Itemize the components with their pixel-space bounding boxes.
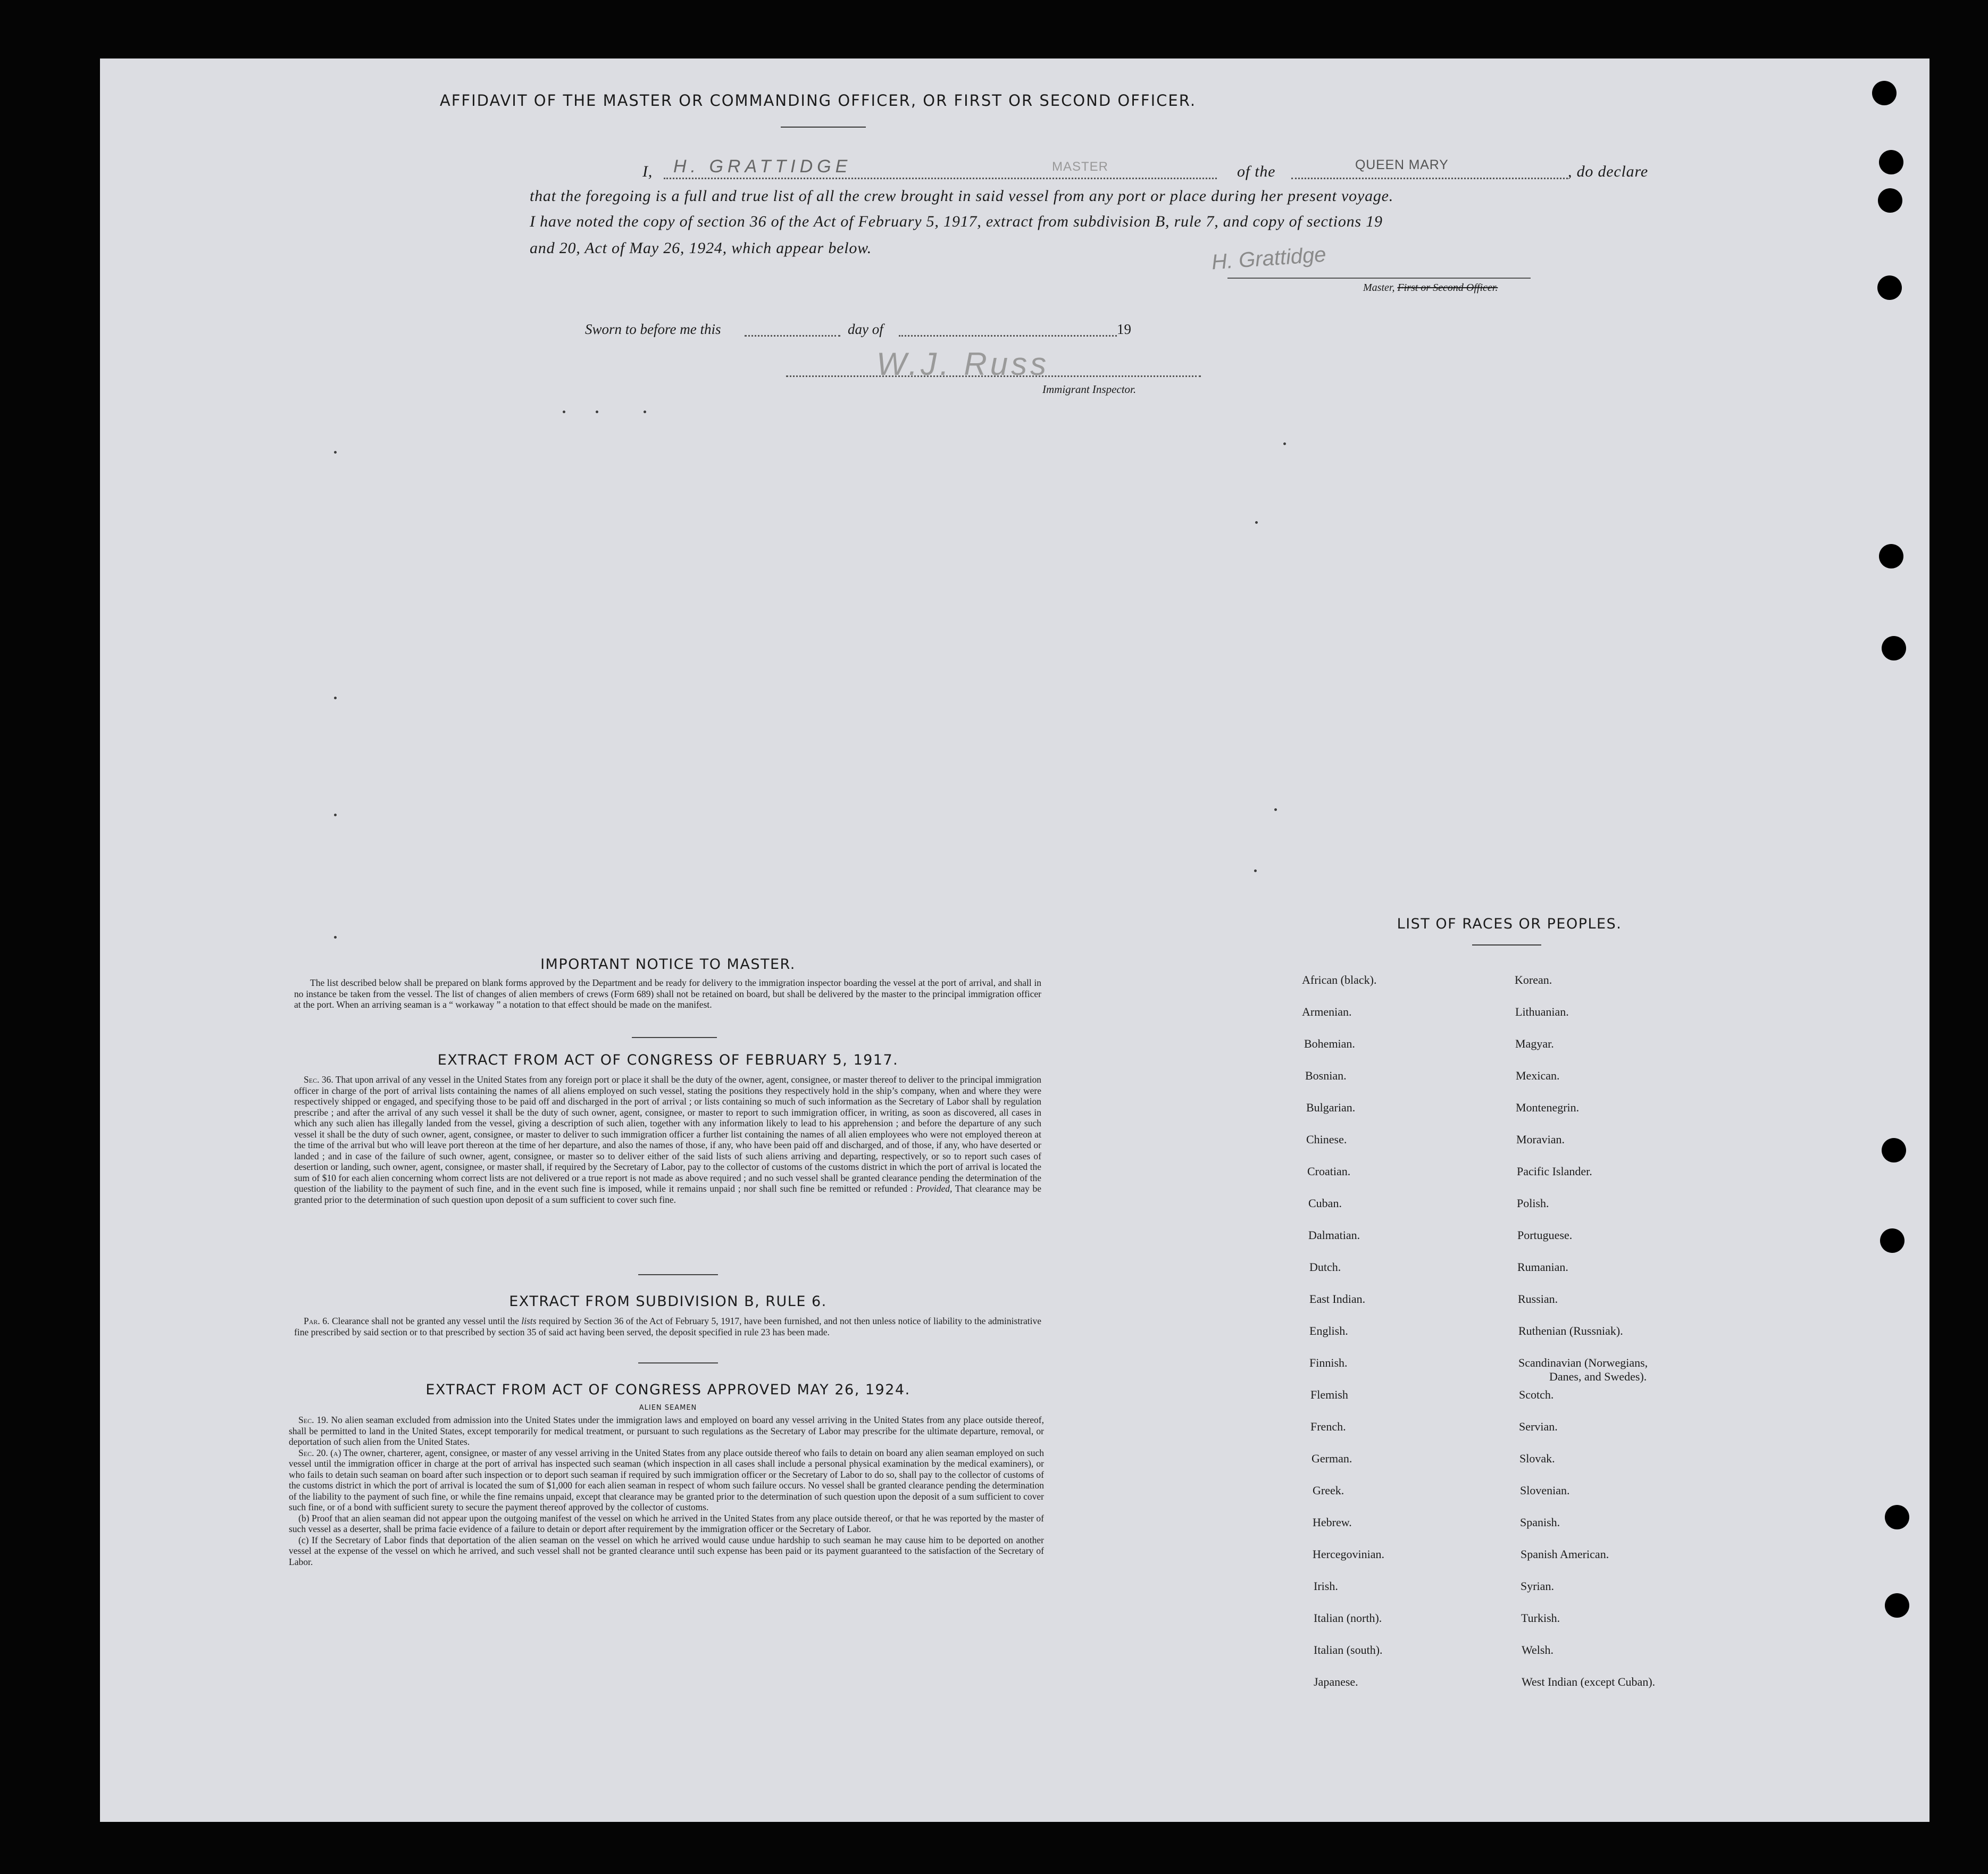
sec19-paragraph <box>289 1415 1044 1448</box>
par6-paragraph <box>294 1316 1041 1337</box>
sec20b-paragraph: (b) Proof that an alien seaman did not appear upon the outgoing manifest of the vessel on which he arrived in the United States from any place outside thereof, or that he was reported by the master of such vessel as a deserter, shall be prima facie evidence of a failure to detain or deport after requirement by the immigration officer or the Secretary of Labor. <box>289 1512 1044 1534</box>
affidavit-of-the: of the <box>1237 163 1276 180</box>
heading-underline <box>781 127 866 128</box>
races-heading-underline <box>1472 944 1541 946</box>
race-item: Servian. <box>1519 1420 1558 1433</box>
race-item: Syrian. <box>1521 1579 1554 1593</box>
master-name-handwritten: H. GRATTIDGE <box>673 156 852 177</box>
race-item: Moravian. <box>1516 1133 1565 1146</box>
punch-hole <box>1880 1228 1905 1253</box>
sec20a-paragraph <box>289 1448 1044 1513</box>
sec36-text-end: That clearance may be granted prior to the determination of such question upon deposit of a sum sufficient to cover such fine. <box>294 1183 1042 1205</box>
notice-heading: IMPORTANT NOTICE TO MASTER. <box>540 956 796 973</box>
race-item: Slovenian. <box>1520 1484 1570 1497</box>
race-item: Bosnian. <box>1305 1069 1347 1082</box>
race-item: French. <box>1310 1420 1346 1433</box>
alien-seamen-subheading: ALIEN SEAMEN <box>639 1404 697 1412</box>
race-item: Dutch. <box>1309 1260 1341 1274</box>
race-item: Croatian. <box>1307 1165 1351 1178</box>
punch-hole <box>1879 544 1903 568</box>
scan-speck <box>596 411 598 413</box>
sec19-label: Sec. 19. <box>298 1415 329 1425</box>
inspector-caption: Immigrant Inspector. <box>1042 383 1137 396</box>
scan-speck <box>334 697 337 699</box>
race-item: East Indian. <box>1309 1292 1366 1306</box>
race-item: Bohemian. <box>1304 1037 1355 1050</box>
race-item: Scandinavian (Norwegians, <box>1518 1356 1648 1369</box>
race-item: Portuguese. <box>1517 1228 1573 1242</box>
affidavit-do-declare: , do declare <box>1568 163 1648 180</box>
day-of: day of <box>848 321 883 337</box>
race-item: West Indian (except Cuban). <box>1522 1675 1656 1688</box>
vessel-fill-line <box>1291 178 1568 179</box>
affidavit-line-2: that the foregoing is a full and true list of all the crew brought in said vessel from any port or place during her present voyage. <box>530 187 1394 205</box>
race-item: Pacific Islander. <box>1517 1165 1592 1178</box>
scan-speck <box>644 411 646 413</box>
race-item: Danes, and Swedes). <box>1549 1370 1647 1383</box>
affidavit-heading: AFFIDAVIT OF THE MASTER OR COMMANDING OFFICER, OR FIRST OR SECOND OFFICER. <box>439 91 1197 110</box>
race-item: Japanese. <box>1314 1675 1358 1688</box>
master-signature: H. Grattidge <box>1210 242 1327 274</box>
par6-label: Par. 6. <box>304 1316 330 1326</box>
race-item: Spanish American. <box>1521 1547 1609 1561</box>
race-item: Slovak. <box>1519 1452 1555 1465</box>
race-item: English. <box>1309 1324 1348 1337</box>
punch-hole <box>1885 1505 1909 1529</box>
vessel-name: QUEEN MARY <box>1355 157 1449 172</box>
extract-1917-heading: EXTRACT FROM ACT OF CONGRESS OF FEBRUARY 5, 1917. <box>437 1052 899 1068</box>
extract-1924-heading: EXTRACT FROM ACT OF CONGRESS APPROVED MAY 26, 1924. <box>425 1382 911 1398</box>
scan-speck <box>334 451 337 454</box>
inspector-signature-line <box>786 375 1201 377</box>
race-item: Russian. <box>1518 1292 1558 1306</box>
name-fill-line <box>664 178 1217 179</box>
par6-text-b: required by Section 36 of the Act of February 5, 1917, have been furnished, and not then unless notice of liability to the administrative fine prescribed by said section or to that prescribed by section 35 of said act having been served, the deposit specified in rule 23 has been made. <box>294 1316 1042 1337</box>
race-item: Hercegovinian. <box>1313 1547 1384 1561</box>
punch-hole <box>1877 275 1902 300</box>
race-item: Finnish. <box>1309 1356 1348 1369</box>
notice-paragraph: The list described below shall be prepared on blank forms approved by the Department and be ready for delivery to the immigration inspector boarding the vessel at the port of arrival, and shall in no instance be taken from the vessel. The list of changes of alien members of crews (Form 689) shall not be retained on board, but shall be delivered by the master to the principal immigration officer at the port. When an arriving seaman is a “ workaway ” a notation to that effect should be made on the manifest. <box>294 977 1041 1010</box>
sec19-text: No alien seaman excluded from admission into the United States under the immigration laws and employed on board any vessel arriving in the United States from any place outside thereof, shall be permitted to land in the United States, except temporarily for medical treatment, or pursuant to such regulations as the Secretary of Labor may prescribe for the ultimate departure, removal, or deportation of such alien from the United States. <box>289 1415 1044 1447</box>
section-separator <box>632 1037 717 1038</box>
race-item: Mexican. <box>1516 1069 1560 1082</box>
race-item: Italian (north). <box>1314 1611 1382 1625</box>
section-separator <box>638 1274 718 1275</box>
extract-1924-body <box>289 1415 1044 1567</box>
notice-body <box>294 977 1041 1010</box>
race-item: Bulgarian. <box>1306 1101 1356 1114</box>
sec20-label: Sec. 20. (a) <box>298 1447 341 1458</box>
sec36-paragraph <box>294 1074 1041 1205</box>
races-heading: LIST OF RACES OR PEOPLES. <box>1397 916 1622 932</box>
master-caption-prefix: Master, <box>1363 282 1395 294</box>
sec36-text: That upon arrival of any vessel in the United States from any foreign port or place it shall be the duty of the owner, agent, consignee, or master thereof to deliver to the principal immigration officer in charge of the port of arrival lists containing the names of all aliens employed on such vessel, stating the positions they respectively hold in the ship’s company, when and where they were respectively shipped or engaged, and specifying those to be paid off and discharged in the port of arrival ; or lists containing so much of such information as the Secretary of Labor shall by regulation prescribe ; and after the arrival of any such vessel it shall be the duty of such owner, agent, consignee, or master to report to such immigration officer, in writing, as soon as discovered, all cases in which any such alien has illegally landed from the vessel, giving a description of such alien, together with any information likely to lead to his apprehension ; and before the departure of any such vessel it shall be the duty of such owner, agent, consignee, or master to deliver to such immigration officer a further list containing the names of all alien employees who were not employed thereon at the time of the arrival but who will leave port thereon at the time of her departure, and also the names of those, if any, who have been paid off and discharged, and of those, if any, who have deserted or landed ; and in case of the failure of such owner, agent, consignee, or master so to deliver either of the said lists of such aliens arriving and departing, respectively, or so to report such cases of desertion or landing, such owner, agent, consignee, or master shall, if required by the Secretary of Labor, pay to the collector of customs of the customs district in which the port of arrival is located the sum of $10 for each alien concerning whom correct lists are not delivered or a true report is not made as above required ; and no such vessel shall be granted clearance pending the determination of the question of the liability to the payment of such fine, and in the event such fine is imposed, while it remains unpaid ; nor shall such fine be remitted or refunded : <box>294 1074 1041 1194</box>
race-item: Korean. <box>1515 973 1552 986</box>
punch-hole <box>1872 81 1897 105</box>
master-signature-line <box>1227 278 1531 279</box>
race-item: Spanish. <box>1520 1516 1560 1529</box>
proviso: Provided, <box>916 1183 953 1194</box>
race-item: Polish. <box>1517 1197 1549 1210</box>
punch-hole <box>1878 188 1902 213</box>
month-fill-line <box>899 335 1117 337</box>
extract-1917-body <box>294 1074 1041 1205</box>
master-caption <box>1363 282 1498 294</box>
affidavit-i: I, <box>642 163 653 180</box>
punch-hole <box>1879 150 1903 174</box>
race-item: African (black). <box>1302 973 1377 986</box>
master-rank: MASTER <box>1052 160 1109 174</box>
race-item: Italian (south). <box>1314 1643 1383 1657</box>
race-item: Hebrew. <box>1313 1516 1352 1529</box>
race-item: Armenian. <box>1302 1005 1352 1018</box>
section-separator <box>638 1362 718 1363</box>
sworn-line <box>585 321 1276 342</box>
affidavit-line-4: and 20, Act of May 26, 1924, which appear below. <box>530 239 872 257</box>
race-item: Magyar. <box>1515 1037 1554 1050</box>
scan-speck <box>1274 808 1277 811</box>
punch-hole <box>1885 1593 1909 1618</box>
race-item: Greek. <box>1313 1484 1344 1497</box>
punch-hole <box>1882 636 1906 660</box>
race-item: Lithuanian. <box>1515 1005 1569 1018</box>
year-prefix: 19 <box>1117 321 1131 337</box>
scan-speck <box>334 936 337 939</box>
sec20c-paragraph: (c) If the Secretary of Labor finds that deportation of the alien seaman on the vessel on which he arrived would cause undue hardship to such seaman he may cause him to be deported on another vessel at the expense of the vessel on which he arrived, and such vessel shall not be granted clearance until such expense has been paid or its payment guaranteed to the satisfaction of the Secretary of Labor. <box>289 1534 1044 1567</box>
master-caption-struck: First or Second Officer. <box>1397 282 1498 294</box>
sworn-prefix: Sworn to before me this <box>585 321 721 337</box>
extract-rule-heading: EXTRACT FROM SUBDIVISION B, RULE 6. <box>509 1293 827 1310</box>
par6-text-a: Clearance shall not be granted any vessel until the <box>331 1316 519 1326</box>
scan-speck <box>334 814 337 816</box>
race-item: Dalmatian. <box>1308 1228 1360 1242</box>
day-fill-line <box>745 335 840 337</box>
race-item: Turkish. <box>1521 1611 1560 1625</box>
affidavit-line-1 <box>642 158 1664 180</box>
sec36-label: Sec. 36. <box>304 1074 333 1085</box>
race-item: Irish. <box>1314 1579 1338 1593</box>
affidavit-line-3: I have noted the copy of section 36 of the Act of February 5, 1917, extract from subdivision B, rule 7, and copy of sections 19 <box>530 213 1383 230</box>
race-item: Ruthenian (Russniak). <box>1518 1324 1623 1337</box>
scan-speck <box>1254 869 1257 872</box>
race-item: Welsh. <box>1522 1643 1553 1657</box>
scan-speck <box>1255 521 1258 524</box>
extract-rule-body <box>294 1316 1041 1337</box>
race-item: Scotch. <box>1519 1388 1554 1401</box>
punch-hole <box>1882 1138 1906 1162</box>
race-item: Chinese. <box>1306 1133 1347 1146</box>
sec20a-text: The owner, charterer, agent, consignee, or master of any vessel arriving in the United States from any place outside thereof who fails to detain on board any alien seaman employed on such vessel until the immigration officer in charge at the port of arrival has inspected such seaman (which inspection in all cases shall include a personal physical examination by the medical examiners), or who fails to detain such seaman on board after such inspection or to deport such seaman if required by such immigration officer or the Secretary of Labor to do so, shall pay to the collector of customs of the customs district in which the port of arrival is located the sum of $1,000 for each alien seaman in respect of whom such failure occurs. No vessel shall be granted clearance pending the determination of the liability to the payment of such fine, or while the fine remains unpaid, except that clearance may be granted prior to the determination of such question upon the deposit of a sum sufficient to cover such fine, or of a bond with sufficient surety to secure the payment thereof approved by the collector of customs. <box>289 1447 1044 1512</box>
race-item: Rumanian. <box>1517 1260 1568 1274</box>
scan-speck <box>1283 442 1286 445</box>
race-item: German. <box>1312 1452 1352 1465</box>
scan-speck <box>563 411 565 413</box>
document-page <box>100 58 1929 1822</box>
race-item: Flemish <box>1310 1388 1348 1401</box>
lists-word: lists <box>521 1316 537 1326</box>
race-item: Montenegrin. <box>1516 1101 1580 1114</box>
inspector-signature: W.J. Russ <box>876 346 1050 382</box>
race-item: Cuban. <box>1308 1197 1342 1210</box>
